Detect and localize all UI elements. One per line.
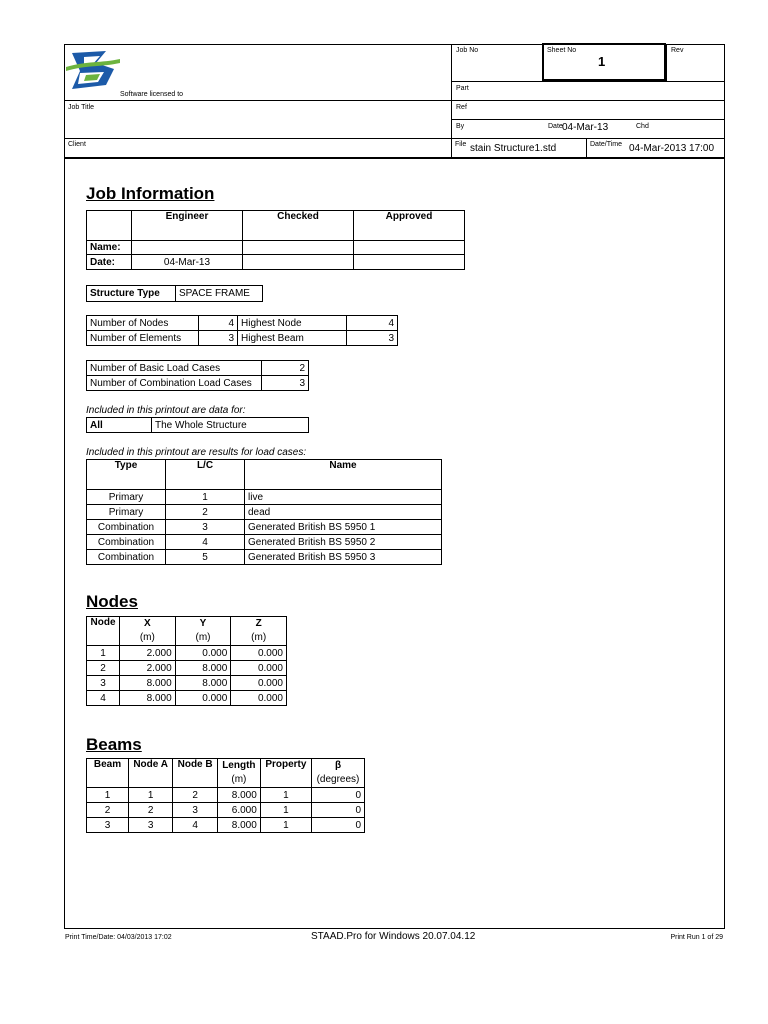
nodes-value: 4 bbox=[199, 316, 238, 331]
beam-length-cell: 8.000 bbox=[217, 818, 260, 833]
lc-name-cell: dead bbox=[245, 505, 442, 520]
licensed-to-label: Software licensed to bbox=[120, 91, 184, 98]
header-divider bbox=[451, 44, 452, 158]
included-data-note: Included in this printout are data for: bbox=[86, 405, 246, 416]
length-unit: (m) bbox=[217, 773, 260, 788]
beam-id-cell: 2 bbox=[87, 803, 129, 818]
load-case-row bbox=[87, 520, 442, 535]
engineer-header: Engineer bbox=[132, 211, 243, 241]
beam-node-b-cell: 3 bbox=[173, 803, 218, 818]
load-case-row bbox=[87, 490, 442, 505]
beam-header: Beam bbox=[87, 759, 129, 788]
nodes-heading: Nodes bbox=[86, 592, 138, 611]
lc-type-cell: Primary bbox=[87, 490, 166, 505]
counts-table bbox=[86, 315, 398, 346]
lc-number-cell: 5 bbox=[166, 550, 245, 565]
node-id-cell: 4 bbox=[87, 691, 120, 706]
header-col-3 bbox=[586, 138, 587, 158]
lc-name-header: Name bbox=[245, 460, 442, 490]
basic-lc-value: 2 bbox=[262, 361, 309, 376]
beam-length-cell: 6.000 bbox=[217, 803, 260, 818]
header-line-right-2 bbox=[451, 100, 724, 101]
beam-property-cell: 1 bbox=[260, 788, 311, 803]
header-col-2 bbox=[666, 44, 667, 82]
y-header: Y bbox=[175, 617, 231, 631]
node-y-cell: 0.000 bbox=[175, 691, 231, 706]
z-unit: (m) bbox=[231, 631, 287, 646]
beam-node-a-cell: 3 bbox=[129, 818, 173, 833]
node-x-cell: 2.000 bbox=[120, 646, 176, 661]
beam-beta-cell: 0 bbox=[311, 788, 364, 803]
highest-node-value: 4 bbox=[347, 316, 398, 331]
rev-label: Rev bbox=[671, 47, 684, 54]
date-row-label: Date: bbox=[87, 255, 132, 270]
beam-length-cell: 8.000 bbox=[217, 788, 260, 803]
load-cases-table bbox=[86, 459, 442, 565]
header-bottom-line bbox=[64, 157, 724, 159]
node-id-cell: 1 bbox=[87, 646, 120, 661]
node-row bbox=[87, 646, 287, 661]
node-b-header: Node B bbox=[173, 759, 218, 788]
node-id-cell: 2 bbox=[87, 661, 120, 676]
lc-name-cell: live bbox=[245, 490, 442, 505]
header-line-right-1 bbox=[451, 81, 724, 82]
chd-label: Chd bbox=[636, 123, 649, 130]
date-value: 04-Mar-13 bbox=[562, 122, 609, 133]
file-value: stain Structure1.std bbox=[470, 143, 557, 154]
lc-type-cell: Combination bbox=[87, 520, 166, 535]
client-label: Client bbox=[68, 141, 86, 148]
property-header: Property bbox=[260, 759, 311, 788]
beam-row bbox=[87, 803, 365, 818]
header-line-right-4 bbox=[451, 138, 724, 139]
highest-beam-label: Highest Beam bbox=[238, 331, 347, 346]
node-header: Node bbox=[87, 617, 120, 646]
header-line-left-1 bbox=[64, 100, 452, 101]
basic-lc-label: Number of Basic Load Cases bbox=[87, 361, 262, 376]
beam-row bbox=[87, 818, 365, 833]
highest-node-label: Highest Node bbox=[238, 316, 347, 331]
lc-number-cell: 4 bbox=[166, 535, 245, 550]
elements-label: Number of Elements bbox=[87, 331, 199, 346]
node-y-cell: 8.000 bbox=[175, 676, 231, 691]
nodes-table bbox=[86, 616, 287, 706]
lc-name-cell: Generated British BS 5950 2 bbox=[245, 535, 442, 550]
lc-type-cell: Combination bbox=[87, 550, 166, 565]
lc-number-cell: 1 bbox=[166, 490, 245, 505]
node-a-header: Node A bbox=[129, 759, 173, 788]
node-x-cell: 2.000 bbox=[120, 661, 176, 676]
job-info-table bbox=[86, 210, 465, 270]
by-label: By bbox=[456, 123, 465, 130]
ref-label: Ref bbox=[456, 104, 467, 111]
lc-number-header: L/C bbox=[166, 460, 245, 490]
engineer-date: 04-Mar-13 bbox=[132, 255, 243, 270]
structure-type-label: Structure Type bbox=[87, 286, 176, 302]
beams-heading: Beams bbox=[86, 735, 142, 754]
node-z-cell: 0.000 bbox=[231, 661, 287, 676]
beam-node-b-cell: 2 bbox=[173, 788, 218, 803]
node-x-cell: 8.000 bbox=[120, 691, 176, 706]
elements-value: 3 bbox=[199, 331, 238, 346]
sheet-no-value: 1 bbox=[598, 54, 606, 69]
job-information-heading: Job Information bbox=[86, 184, 215, 203]
comb-lc-value: 3 bbox=[262, 376, 309, 391]
print-time: Print Time/Date: 04/03/2013 17:02 bbox=[65, 934, 172, 941]
part-label: Part bbox=[456, 85, 469, 92]
beams-table bbox=[86, 758, 365, 833]
beam-beta-cell: 0 bbox=[311, 818, 364, 833]
lc-type-cell: Combination bbox=[87, 535, 166, 550]
lc-type-cell: Primary bbox=[87, 505, 166, 520]
load-case-row bbox=[87, 535, 442, 550]
length-header: Length bbox=[217, 759, 260, 773]
node-y-cell: 8.000 bbox=[175, 661, 231, 676]
beam-node-a-cell: 1 bbox=[129, 788, 173, 803]
header-line-left-2 bbox=[64, 138, 452, 139]
print-run: Print Run 1 of 29 bbox=[670, 934, 723, 941]
comb-lc-label: Number of Combination Load Cases bbox=[87, 376, 262, 391]
beta-header: β bbox=[311, 759, 364, 773]
load-case-row bbox=[87, 505, 442, 520]
x-header: X bbox=[120, 617, 176, 631]
beam-node-a-cell: 2 bbox=[129, 803, 173, 818]
datetime-label: Date/Time bbox=[590, 141, 623, 148]
datetime-value: 04-Mar-2013 17:00 bbox=[629, 143, 715, 154]
node-z-cell: 0.000 bbox=[231, 646, 287, 661]
node-z-cell: 0.000 bbox=[231, 691, 287, 706]
sheet-no-label: Sheet No bbox=[547, 47, 577, 54]
file-label: File bbox=[455, 141, 467, 148]
job-no-label: Job No bbox=[456, 47, 479, 54]
lc-type-header: Type bbox=[87, 460, 166, 490]
bentley-logo bbox=[66, 47, 120, 95]
approved-header: Approved bbox=[354, 211, 465, 241]
load-case-count-table bbox=[86, 360, 309, 391]
beam-node-b-cell: 4 bbox=[173, 818, 218, 833]
node-row bbox=[87, 661, 287, 676]
header-line-right-3 bbox=[451, 119, 724, 120]
y-unit: (m) bbox=[175, 631, 231, 646]
node-row bbox=[87, 691, 287, 706]
structure-type-value: SPACE FRAME bbox=[176, 286, 263, 302]
lc-name-cell: Generated British BS 5950 1 bbox=[245, 520, 442, 535]
x-unit: (m) bbox=[120, 631, 176, 646]
beam-beta-cell: 0 bbox=[311, 803, 364, 818]
node-x-cell: 8.000 bbox=[120, 676, 176, 691]
node-row bbox=[87, 676, 287, 691]
checked-header: Checked bbox=[243, 211, 354, 241]
load-case-row bbox=[87, 550, 442, 565]
beam-id-cell: 1 bbox=[87, 788, 129, 803]
beam-id-cell: 3 bbox=[87, 818, 129, 833]
beam-property-cell: 1 bbox=[260, 818, 311, 833]
node-z-cell: 0.000 bbox=[231, 676, 287, 691]
whole-structure-label: The Whole Structure bbox=[152, 418, 309, 433]
lc-name-cell: Generated British BS 5950 3 bbox=[245, 550, 442, 565]
highest-beam-value: 3 bbox=[347, 331, 398, 346]
included-results-note: Included in this printout are results for load cases: bbox=[86, 447, 307, 458]
product-version: STAAD.Pro for Windows 20.07.04.12 bbox=[311, 931, 476, 942]
z-header: Z bbox=[231, 617, 287, 631]
nodes-label: Number of Nodes bbox=[87, 316, 199, 331]
lc-number-cell: 3 bbox=[166, 520, 245, 535]
beam-property-cell: 1 bbox=[260, 803, 311, 818]
node-id-cell: 3 bbox=[87, 676, 120, 691]
name-label: Name: bbox=[87, 241, 132, 255]
lc-number-cell: 2 bbox=[166, 505, 245, 520]
beam-row bbox=[87, 788, 365, 803]
all-label: All bbox=[87, 418, 152, 433]
date-label: Date bbox=[548, 123, 563, 130]
node-y-cell: 0.000 bbox=[175, 646, 231, 661]
job-title-label: Job Title bbox=[68, 104, 95, 111]
beta-unit: (degrees) bbox=[311, 773, 364, 788]
included-data-table bbox=[86, 417, 309, 433]
structure-type-table bbox=[86, 285, 263, 302]
